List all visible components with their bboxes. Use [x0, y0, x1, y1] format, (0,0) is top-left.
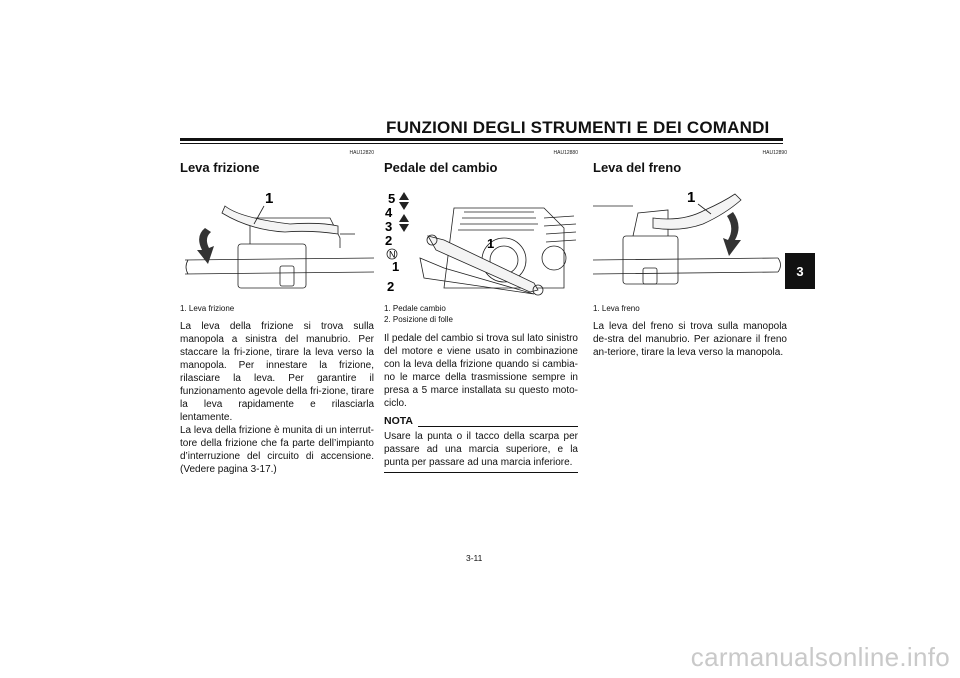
gear-label-3: 3 — [385, 219, 393, 234]
figure-caption: 2. Posizione di folle — [384, 315, 453, 324]
page-number: 3-11 — [466, 553, 483, 563]
chapter-tab: 3 — [785, 253, 815, 289]
figure-caption: 1. Leva freno — [593, 304, 640, 313]
section-title: Leva frizione — [180, 160, 260, 175]
note-bottom-rule — [384, 472, 578, 473]
section-code: HAU12880 — [553, 150, 578, 156]
gear-label-2: 2 — [385, 233, 393, 248]
header-rule — [180, 138, 783, 141]
note-body: Usare la punta o il tacco della scarpa per passare ad una marcia superiore, e la punta per passare ad una marcia inferiore. — [384, 431, 578, 468]
note-label: NOTA — [384, 415, 413, 427]
figure-callout-1: 1 — [265, 190, 274, 207]
gear-label-neutral: N — [389, 249, 396, 260]
figure-callout-2: 2 — [387, 279, 395, 294]
paragraph: La leva del freno si trova sulla manopola de-stra del manubrio. Per azionare il freno an-teriore, tirare la leva verso la manopola. — [593, 321, 787, 358]
section-code: HAU12890 — [762, 150, 787, 156]
gear-pedal-illustration — [384, 188, 578, 298]
figure-callout-1: 1 — [487, 236, 495, 251]
section-code: HAU12820 — [349, 150, 374, 156]
note-top-rule — [418, 426, 578, 427]
figure-callout-1: 1 — [687, 189, 696, 206]
figure-caption: 1. Leva frizione — [180, 304, 235, 313]
paragraph: Il pedale del cambio si trova sul lato sinistro del motore e viene usato in combinazione con la leva della frizione quando si cambia-no le marce della trasmissione sempre in presa a 5 marce installata su questo moto-ciclo. — [384, 333, 578, 409]
section-body — [180, 320, 374, 476]
gear-label-1: 1 — [392, 259, 400, 274]
paragraph: La leva della frizione si trova sulla manopola a sinistra del manubrio. Per staccare la fri-zione, tirare la leva verso la manopola. Per innestare la frizione, rilasciare la leva. Per garantire il funzionamento agevole della fri-zione, tirare la leva rapidamente e rilasciarla lentamente. — [180, 321, 374, 423]
header-rule-thin — [180, 143, 783, 144]
clutch-lever-illustration — [180, 188, 374, 298]
paragraph: La leva della frizione è munita di un interrut-tore della frizione che fa parte dell’impianto d’interruzione del circuito di accensione. (Vedere pagina 3-17.) — [180, 425, 374, 475]
figure-caption: 1. Pedale cambio — [384, 304, 446, 313]
gear-label-4: 4 — [385, 205, 393, 220]
gear-label-5: 5 — [388, 191, 396, 206]
section-title: Leva del freno — [593, 160, 682, 175]
section-body — [593, 320, 787, 359]
section-title: Pedale del cambio — [384, 160, 498, 175]
page-header-title: FUNZIONI DEGLI STRUMENTI E DEI COMANDI — [386, 118, 770, 137]
section-body — [384, 332, 578, 410]
brake-lever-illustration — [593, 188, 787, 298]
watermark: carmanualsonline.info — [690, 642, 950, 672]
